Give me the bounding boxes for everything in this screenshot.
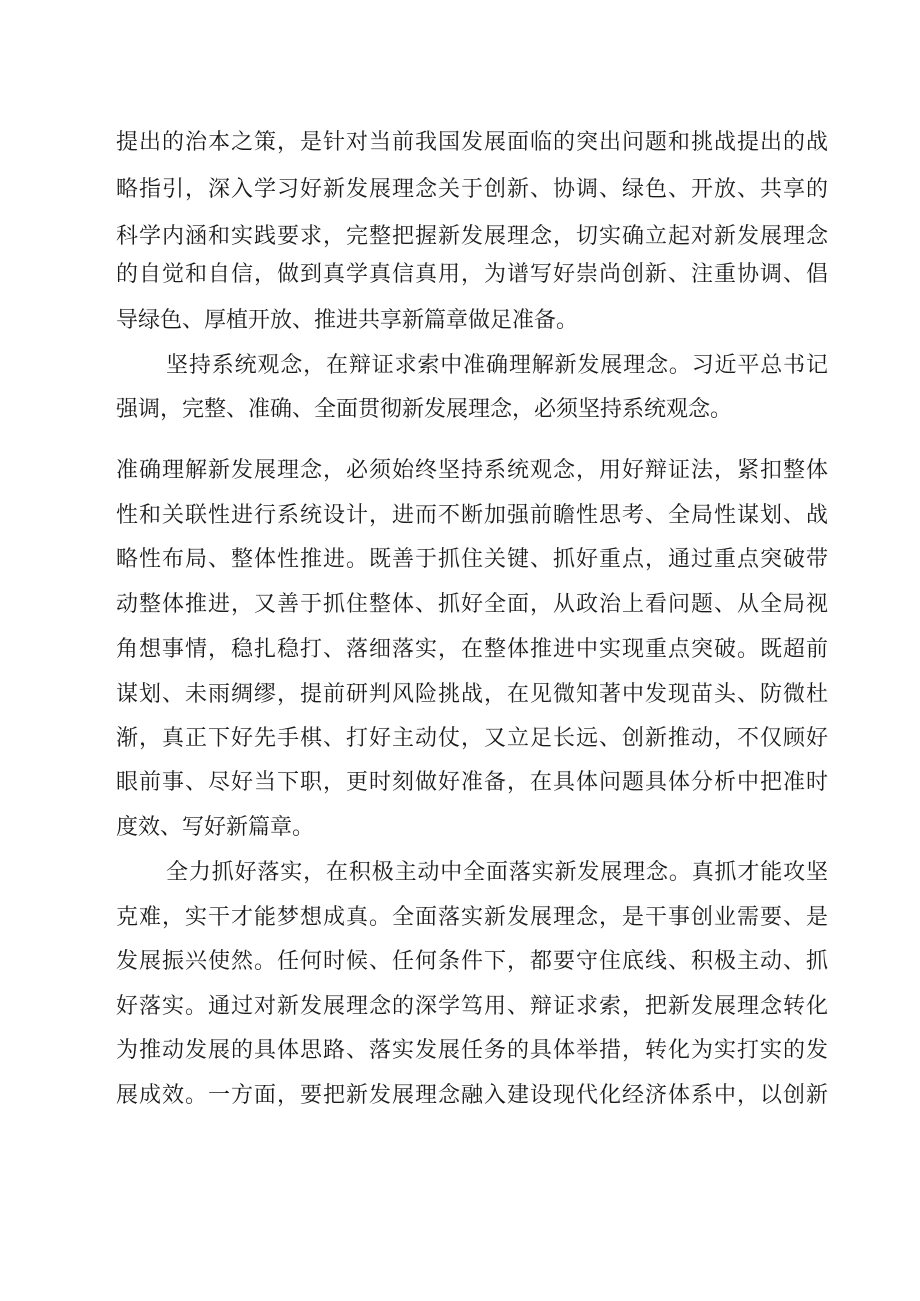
paragraph-line: 渐，真正下好先手棋、打好主动仗，又立足长远、创新推动，不仅顾好 xyxy=(116,726,828,751)
paragraph-line: 强调，完整、准确、全面贯彻新发展理念，必须坚持系统观念。 xyxy=(116,397,733,422)
paragraph-line: 好落实。通过对新发展理念的深学笃用、辩证求索，把新发展理念转化 xyxy=(116,994,828,1019)
paragraph-line: 眼前事、尽好当下职，更时刻做好准备，在具体问题具体分析中把准时 xyxy=(116,770,828,795)
paragraph-line: 准确理解新发展理念，必须始终坚持系统观念，用好辩证法，紧扣整体 xyxy=(116,458,828,483)
paragraph-line: 略指引，深入学习好新发展理念关于创新、协调、绿色、开放、共享的 xyxy=(116,177,828,202)
paragraph-line: 的自觉和自信，做到真学真信真用，为谱写好崇尚创新、注重协调、倡 xyxy=(116,262,828,287)
paragraph-line: 克难，实干才能梦想成真。全面落实新发展理念，是干事创业需要、是 xyxy=(116,905,828,930)
paragraph-line: 科学内涵和实践要求，完整把握新发展理念，切实确立起对新发展理念 xyxy=(116,224,828,249)
paragraph-line: 展成效。一方面，要把新发展理念融入建设现代化经济体系中，以创新 xyxy=(116,1083,828,1108)
paragraph-line: 坚持系统观念，在辩证求索中准确理解新发展理念。习近平总书记 xyxy=(166,353,828,378)
paragraph-line: 全力抓好落实，在积极主动中全面落实新发展理念。真抓才能攻坚 xyxy=(166,860,828,885)
paragraph-line: 度效、写好新篇章。 xyxy=(116,815,315,840)
paragraph-line: 略性布局、整体性推进。既善于抓住关键、抓好重点，通过重点突破带 xyxy=(116,547,828,572)
paragraph-line: 性和关联性进行系统设计，进而不断加强前瞻性思考、全局性谋划、战 xyxy=(116,503,828,528)
paragraph-line: 提出的治本之策，是针对当前我国发展面临的突出问题和挑战提出的战 xyxy=(116,130,828,155)
paragraph-line: 角想事情，稳扎稳打、落细落实，在整体推进中实现重点突破。既超前 xyxy=(116,637,828,662)
paragraph-line: 动整体推进，又善于抓住整体、抓好全面，从政治上看问题、从全局视 xyxy=(116,592,828,617)
paragraph-line: 导绿色、厚植开放、推进共享新篇章做足准备。 xyxy=(116,308,579,333)
paragraph-line: 谋划、未雨绸缪，提前研判风险挑战，在见微知著中发现苗头、防微杜 xyxy=(116,682,828,707)
paragraph-line: 发展振兴使然。任何时候、任何条件下，都要守住底线、积极主动、抓 xyxy=(116,949,828,974)
paragraph-line: 为推动发展的具体思路、落实发展任务的具体举措，转化为实打实的发 xyxy=(116,1038,828,1063)
